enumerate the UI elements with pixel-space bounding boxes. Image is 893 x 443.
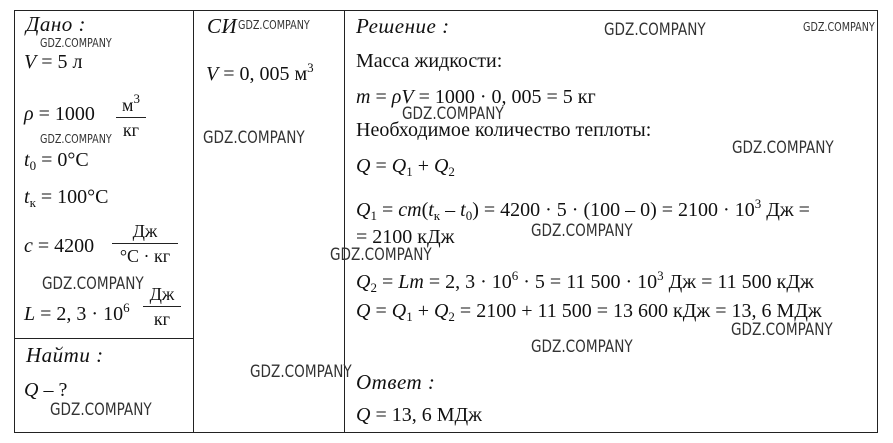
watermark: GDZ.COMPANY bbox=[42, 274, 144, 294]
given-tk: $t_к = 100^\circ С$ bbox=[24, 186, 109, 210]
solution-line-mass-title: Масса жидкости: bbox=[356, 50, 503, 72]
given-volume: V = 5 л bbox=[24, 51, 83, 73]
watermark: GDZ.COMPANY bbox=[531, 221, 633, 241]
watermark: GDZ.COMPANY bbox=[40, 36, 112, 50]
given-heading: Дано : bbox=[26, 12, 87, 36]
si-volume: V = 0, 005 $м^3$ bbox=[206, 60, 314, 85]
watermark: GDZ.COMPANY bbox=[402, 104, 504, 124]
si-heading: СИ bbox=[207, 14, 238, 38]
watermark: GDZ.COMPANY bbox=[40, 132, 112, 146]
solution-line-q2: $Q_2 = Lm = 2$, $3 \cdot 10^6 \cdot 5 = 11$ $500 \cdot 10^3$ Дж = 11 500 кДж bbox=[356, 268, 814, 295]
c-unit: Дж °С · кг bbox=[112, 220, 178, 267]
answer-value: Q = 13, 6 МДж bbox=[356, 404, 482, 426]
row-divider-find bbox=[14, 338, 194, 339]
watermark: GDZ.COMPANY bbox=[330, 245, 432, 265]
solution-line-total: $Q = Q_1 + Q_2 = 2100 + 11$ 500 = 13 600 кДж = 13, 6 МДж bbox=[356, 300, 822, 324]
solution-line-q1: $Q_1 = cm(t_к - t_0) = 4200 \cdot 5 \cdot (100 - 0) = 2100 \cdot 10^3$ Дж = bbox=[356, 196, 810, 223]
watermark: GDZ.COMPANY bbox=[50, 400, 152, 420]
given-c: c = 4200 bbox=[24, 235, 95, 257]
watermark: GDZ.COMPANY bbox=[803, 20, 875, 34]
given-density: ρ = 1000 bbox=[24, 103, 95, 125]
find-q: Q – ? bbox=[24, 379, 68, 401]
watermark: GDZ.COMPANY bbox=[250, 362, 352, 382]
watermark: GDZ.COMPANY bbox=[203, 128, 305, 148]
watermark: GDZ.COMPANY bbox=[604, 20, 706, 40]
L-unit: Дж кг bbox=[143, 283, 181, 330]
find-heading: Найти : bbox=[26, 343, 104, 367]
watermark: GDZ.COMPANY bbox=[732, 138, 834, 158]
solution-line-heat-sum: $Q = Q_1 + Q_2$ bbox=[356, 155, 455, 179]
density-unit: $м^3$ кг bbox=[116, 88, 146, 141]
solution-heading: Решение : bbox=[356, 14, 450, 38]
given-t0: $t_0 = 0^\circ С$ bbox=[24, 149, 89, 173]
watermark: GDZ.COMPANY bbox=[531, 337, 633, 357]
watermark: GDZ.COMPANY bbox=[731, 320, 833, 340]
solution-line-heat-title: Необходимое количество теплоты: bbox=[356, 119, 652, 141]
solution-line-mass: m = ρV = 1000 · 0, 005 = 5 кг bbox=[356, 86, 596, 108]
column-divider-given bbox=[193, 10, 194, 433]
answer-heading: Ответ : bbox=[356, 370, 436, 394]
solution-line-q1-result: = 2100 кДж bbox=[356, 226, 455, 248]
watermark: GDZ.COMPANY bbox=[238, 18, 310, 32]
given-L: L = 2, $3 \cdot 10^6$ bbox=[24, 300, 130, 325]
